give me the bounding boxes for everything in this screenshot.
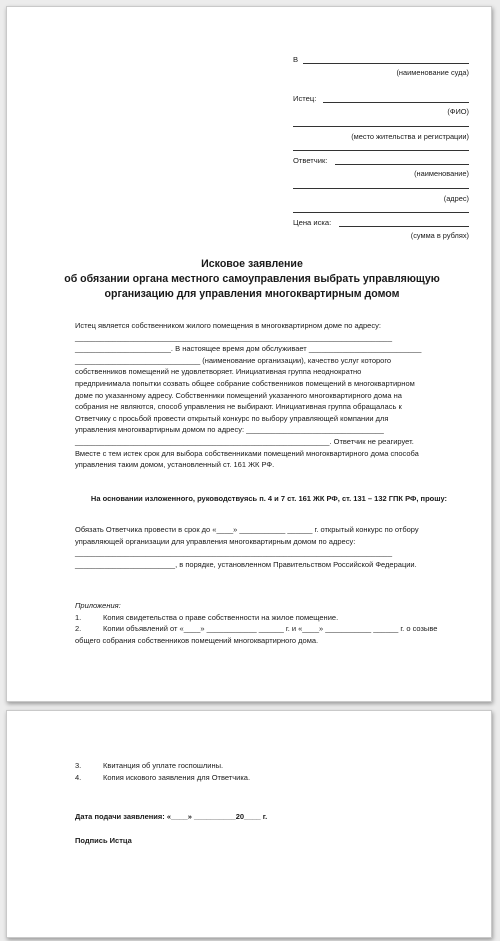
attachments-block <box>75 600 463 646</box>
body-line: _______________________. В настоящее время дом обслуживает ___________________________ <box>75 344 422 354</box>
court-prefix: В <box>293 55 299 64</box>
title-line-1: Исковое заявление <box>201 258 303 270</box>
body-line: доме по указанному адресу. Собственники помещений указанного многоквартирного дома на <box>75 390 402 400</box>
attachment-number: 1. <box>75 612 82 622</box>
attachment-text: Копии объявлений от «____» ____________ ______ г. и «____» ___________ ______ г. о созыве <box>103 624 438 634</box>
title-line-2: об обязании органа местного самоуправления выбрать управляющую <box>64 273 440 285</box>
attachment-number: 2. <box>75 624 82 634</box>
request-line: управляющей организации для управления многоквартирным домом по адресу: <box>75 536 356 546</box>
body-line: ______________________________ (наименование организации), качество услуг которого <box>75 355 392 365</box>
address-caption: (адрес) <box>443 194 469 203</box>
body-line: управления таким домом, установленный ст. 161 ЖК РФ. <box>75 460 275 470</box>
attachments-continued <box>75 760 463 783</box>
body-line: собственников помещений не удовлетворяет. Инициативная группа неоднократно <box>75 367 362 377</box>
attachment-text: Копия свидетельства о праве собственности на жилое помещение. <box>103 612 339 622</box>
price-row <box>293 218 469 227</box>
basis-statement: На основании изложенного, руководствуясь п. 4 и 7 ст. 161 ЖК РФ, ст. 131 – 132 ГПК РФ, прошу: <box>90 494 448 503</box>
residence-line <box>293 126 469 127</box>
body-line: Истец является собственником жилого помещения в многоквартирном доме по адресу: <box>75 321 381 330</box>
request-body <box>75 524 463 570</box>
attachment-number: 3. <box>75 761 82 770</box>
attachment-item <box>75 772 463 784</box>
plaintiff-line <box>323 102 469 103</box>
body-line: управления многоквартирным домом по адресу: _________________________________ <box>75 425 384 435</box>
court-line <box>303 63 469 64</box>
body-line: предпринимала попытки созвать общее собрание собственников помещений в многоквартирном <box>75 378 415 388</box>
filing-date-line: Дата подачи заявления: «____» __________20____ г. <box>75 812 268 821</box>
attachments-heading: Приложения: <box>75 601 121 610</box>
document-title <box>37 257 467 302</box>
document-page-1 <box>6 6 492 702</box>
body-line: Вместе с тем истек срок для выбора собственниками помещений многоквартирного дома способа <box>75 448 419 458</box>
defendant-row <box>293 156 469 165</box>
address-line <box>293 188 469 189</box>
plaintiff-label: Истец: <box>293 94 317 103</box>
sum-caption: (сумма в рублях) <box>410 231 469 240</box>
court-row <box>293 55 469 64</box>
request-line: ________________________, в порядке, установленном Правительством Российской Федерации. <box>75 559 417 569</box>
residence-caption: (место жительства и регистрации) <box>351 132 469 141</box>
name-caption: (наименование) <box>414 169 469 178</box>
claim-body <box>75 320 463 471</box>
attachment-continuation: общего собрания собственников помещений многоквартирного дома. <box>75 635 319 645</box>
request-line: ____________________________________________________________________________ <box>75 548 393 558</box>
attachment-item <box>75 623 463 635</box>
body-line: собрания не являются, способ управления не выбирают. Инициативная группа обращалась к <box>75 402 402 412</box>
title-line-3: организацию для управления многоквартирным домом <box>104 288 400 300</box>
price-label: Цена иска: <box>293 218 332 227</box>
attachment-item <box>75 612 463 624</box>
address-line-2 <box>293 212 469 213</box>
document-page-2 <box>6 710 492 938</box>
attachment-text: Копия искового заявления для Ответчика. <box>103 772 251 782</box>
plaintiff-signature: Подпись Истца <box>75 836 132 845</box>
attachment-item <box>75 760 463 772</box>
defendant-label: Ответчик: <box>293 156 328 165</box>
defendant-line <box>335 164 469 165</box>
body-line: ____________________________________________________________________________ <box>75 332 393 342</box>
plaintiff-row <box>293 94 469 103</box>
fio-caption: (ФИО) <box>447 107 469 116</box>
request-line: Обязать Ответчика провести в срок до «____» ___________ ______ г. открытый конкурс по отбору <box>75 525 419 534</box>
residence-line-2 <box>293 150 469 151</box>
attachment-number: 4. <box>75 772 82 782</box>
price-line <box>339 226 469 227</box>
court-caption: (наименование суда) <box>396 68 469 77</box>
body-line: _____________________________________________________________. Ответчик не реагирует. <box>75 436 414 446</box>
attachment-text: Квитанция об уплате госпошлины. <box>103 761 224 770</box>
body-line: Ответчику с просьбой провести открытый конкурс по выбору управляющей компании для <box>75 413 389 423</box>
